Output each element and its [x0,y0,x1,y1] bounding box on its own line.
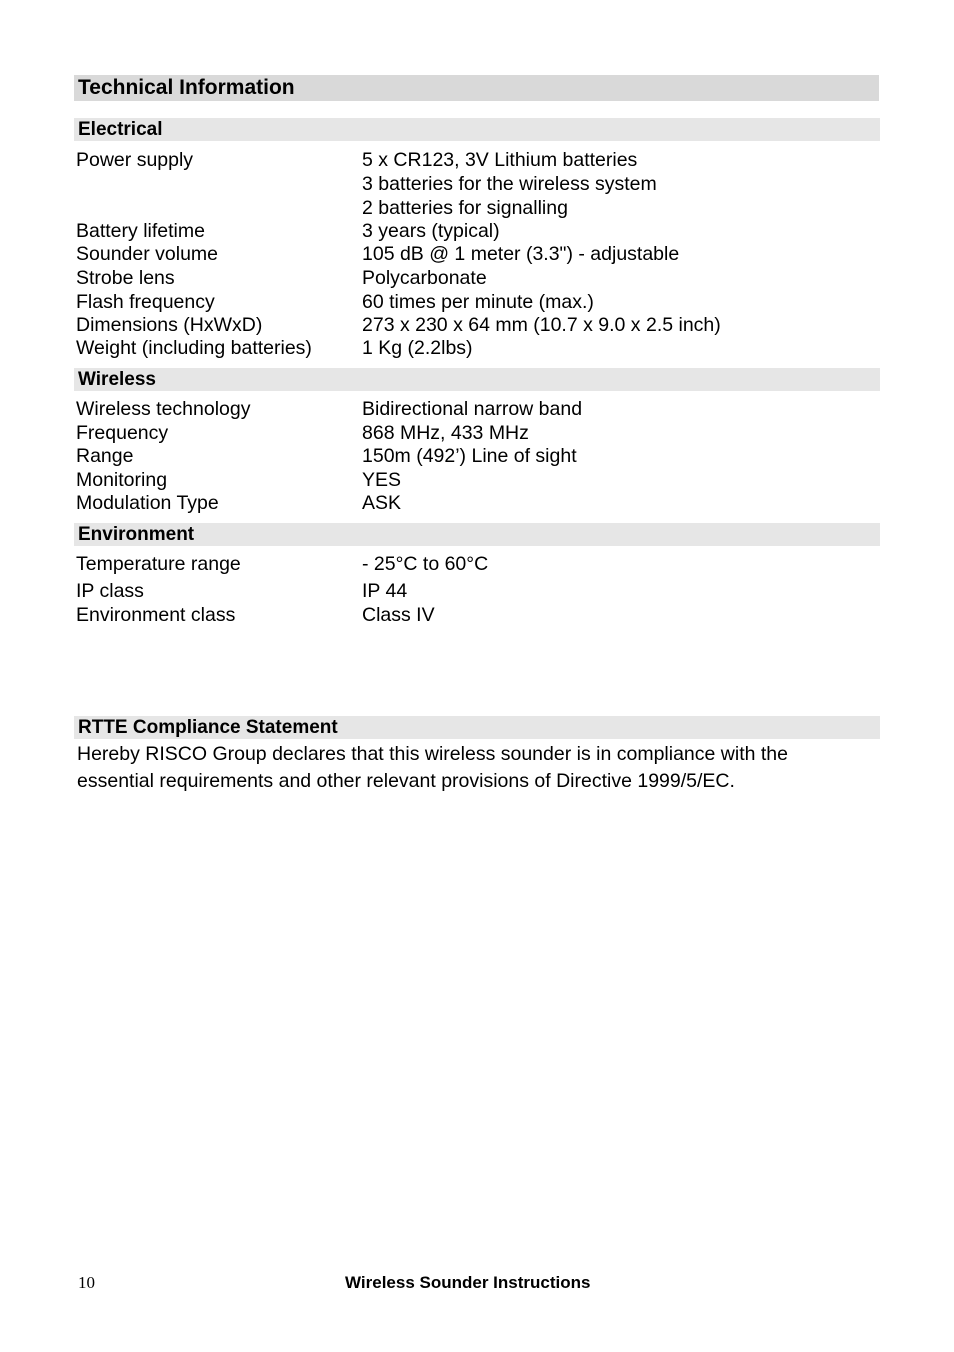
spec-row [0,149,954,173]
spec-row [0,469,954,493]
spec-value: - 25°C to 60°C [362,553,489,575]
statement-line: essential requirements and other relevant provisions of Directive 1999/5/EC. [77,770,735,792]
spec-value: Polycarbonate [362,267,487,289]
spec-row [0,291,954,315]
spec-value: 1 Kg (2.2lbs) [362,337,473,359]
spec-row [0,398,954,422]
spec-row [0,553,954,577]
statement-line: Hereby RISCO Group declares that this wireless sounder is in compliance with the [77,743,788,765]
spec-label: Monitoring [76,469,168,491]
spec-value: 3 batteries for the wireless system [362,173,657,195]
spec-label: Power supply [76,149,194,171]
spec-row [0,580,954,604]
page-title: Technical Information [78,76,295,99]
spec-value: ASK [362,492,402,514]
page-number: 10 [78,1273,95,1292]
spec-label: Wireless technology [76,398,251,420]
spec-label: IP class [76,580,144,602]
section-heading-rtte [74,716,880,739]
spec-value: 105 dB @ 1 meter (3.3") - adjustable [362,243,680,265]
spec-row [0,197,954,221]
section-heading-electrical [74,118,880,141]
spec-label: Weight (including batteries) [76,337,312,359]
footer-doc-title: Wireless Sounder Instructions [345,1273,591,1292]
spec-row [0,243,954,267]
spec-row [0,173,954,197]
spec-row [0,337,954,361]
section-heading-label: Environment [78,524,195,545]
spec-value: 868 MHz, 433 MHz [362,422,529,444]
section-heading-environment [74,523,880,546]
spec-row [0,314,954,338]
spec-value: Bidirectional narrow band [362,398,583,420]
spec-label: Environment class [76,604,236,626]
spec-value: 150m (492’) Line of sight [362,445,577,467]
spec-value: Class IV [362,604,435,626]
spec-label: Flash frequency [76,291,215,313]
section-heading-label: Electrical [78,119,163,140]
spec-label: Battery lifetime [76,220,205,242]
spec-row [0,422,954,446]
spec-value: 5 x CR123, 3V Lithium batteries [362,149,638,171]
spec-row [0,492,954,516]
spec-label: Range [76,445,134,467]
spec-label: Frequency [76,422,169,444]
spec-row [0,267,954,291]
section-heading-label: RTTE Compliance Statement [78,717,338,738]
compliance-statement [77,741,877,795]
spec-label: Modulation Type [76,492,219,514]
spec-row [0,604,954,628]
spec-label: Strobe lens [76,267,175,289]
spec-label: Dimensions (HxWxD) [76,314,263,336]
spec-value: 60 times per minute (max.) [362,291,594,313]
spec-value: IP 44 [362,580,408,602]
section-heading-wireless [74,368,880,391]
spec-value: 3 years (typical) [362,220,500,242]
spec-value: YES [362,469,402,491]
spec-value: 2 batteries for signalling [362,197,568,219]
spec-row [0,220,954,244]
page-title-bar [74,75,879,101]
spec-row [0,445,954,469]
spec-label: Temperature range [76,553,241,575]
section-heading-label: Wireless [78,369,156,390]
spec-value: 273 x 230 x 64 mm (10.7 x 9.0 x 2.5 inch) [362,314,721,336]
spec-label: Sounder volume [76,243,219,265]
